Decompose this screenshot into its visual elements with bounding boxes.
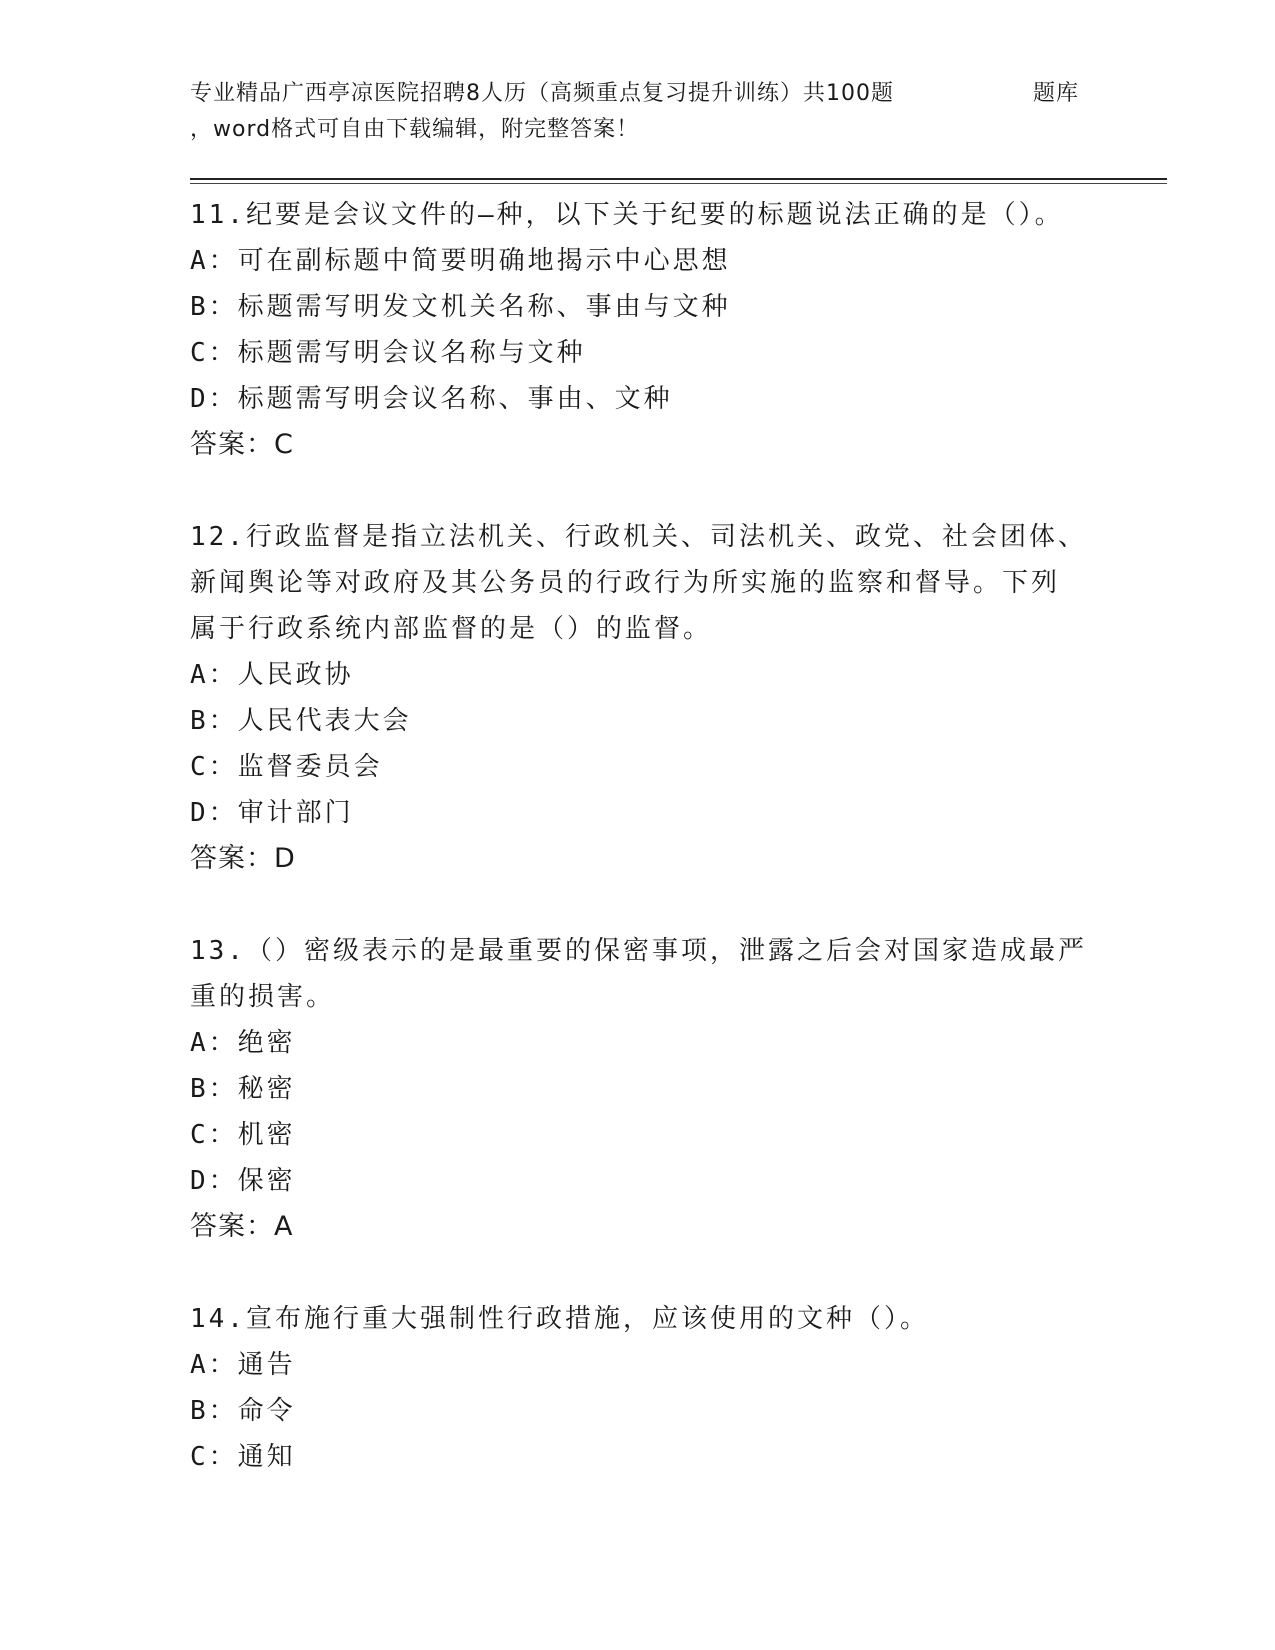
- question-11: [190, 192, 1090, 468]
- question-spacer: [190, 882, 1090, 928]
- answer-line: 答案：C: [190, 429, 294, 460]
- header-divider-thick: [190, 178, 1167, 180]
- question-stem: 新闻舆论等对政府及其公务员的行政行为所实施的监察和督导。下列: [190, 568, 1061, 598]
- option-d: D：标题需写明会议名称、事由、文种: [190, 384, 673, 414]
- header-title-line2: ，word格式可自由下载编辑，附完整答案！: [190, 117, 640, 142]
- question-spacer: [190, 468, 1090, 514]
- option-a: A：通告: [190, 1350, 296, 1380]
- option-c: C：通知: [190, 1442, 296, 1472]
- option-a: A：可在副标题中简要明确地揭示中心思想: [190, 246, 731, 276]
- option-b: B：标题需写明发文机关名称、事由与文种: [190, 292, 731, 322]
- option-a: A：绝密: [190, 1028, 296, 1058]
- option-a: A：人民政协: [190, 660, 354, 690]
- option-b: B：秘密: [190, 1074, 296, 1104]
- option-d: D：保密: [190, 1166, 296, 1196]
- header-divider-thin: [190, 183, 1167, 184]
- question-13: [190, 928, 1090, 1250]
- header-title-right: 题库: [1033, 81, 1080, 106]
- option-c: C：机密: [190, 1120, 296, 1150]
- question-stem: 12.行政监督是指立法机关、行政机关、司法机关、政党、社会团体、: [190, 522, 1087, 552]
- question-14: [190, 1296, 1090, 1480]
- question-list: [190, 192, 1090, 1480]
- question-stem: 属于行政系统内部监督的是（）的监督。: [190, 614, 713, 644]
- header-title-line1: 专业精品广西亭凉医院招聘8人历（高频重点复习提升训练）共100题: [190, 81, 894, 106]
- option-b: B：命令: [190, 1396, 296, 1426]
- page-header: [190, 72, 1090, 142]
- option-b: B：人民代表大会: [190, 706, 412, 736]
- question-stem: 11.纪要是会议文件的—种，以下关于纪要的标题说法正确的是（）。: [190, 200, 1064, 230]
- question-spacer: [190, 1250, 1090, 1296]
- option-c: C：标题需写明会议名称与文种: [190, 338, 586, 368]
- option-d: D：审计部门: [190, 798, 354, 828]
- question-stem: 13.（）密级表示的是最重要的保密事项，泄露之后会对国家造成最严: [190, 936, 1087, 966]
- option-c: C：监督委员会: [190, 752, 383, 782]
- question-stem: 14.宣布施行重大强制性行政措施，应该使用的文种（）。: [190, 1304, 929, 1334]
- answer-line: 答案：A: [190, 1211, 294, 1242]
- answer-line: 答案：D: [190, 843, 296, 874]
- question-stem: 重的损害。: [190, 982, 336, 1012]
- question-12: [190, 514, 1090, 882]
